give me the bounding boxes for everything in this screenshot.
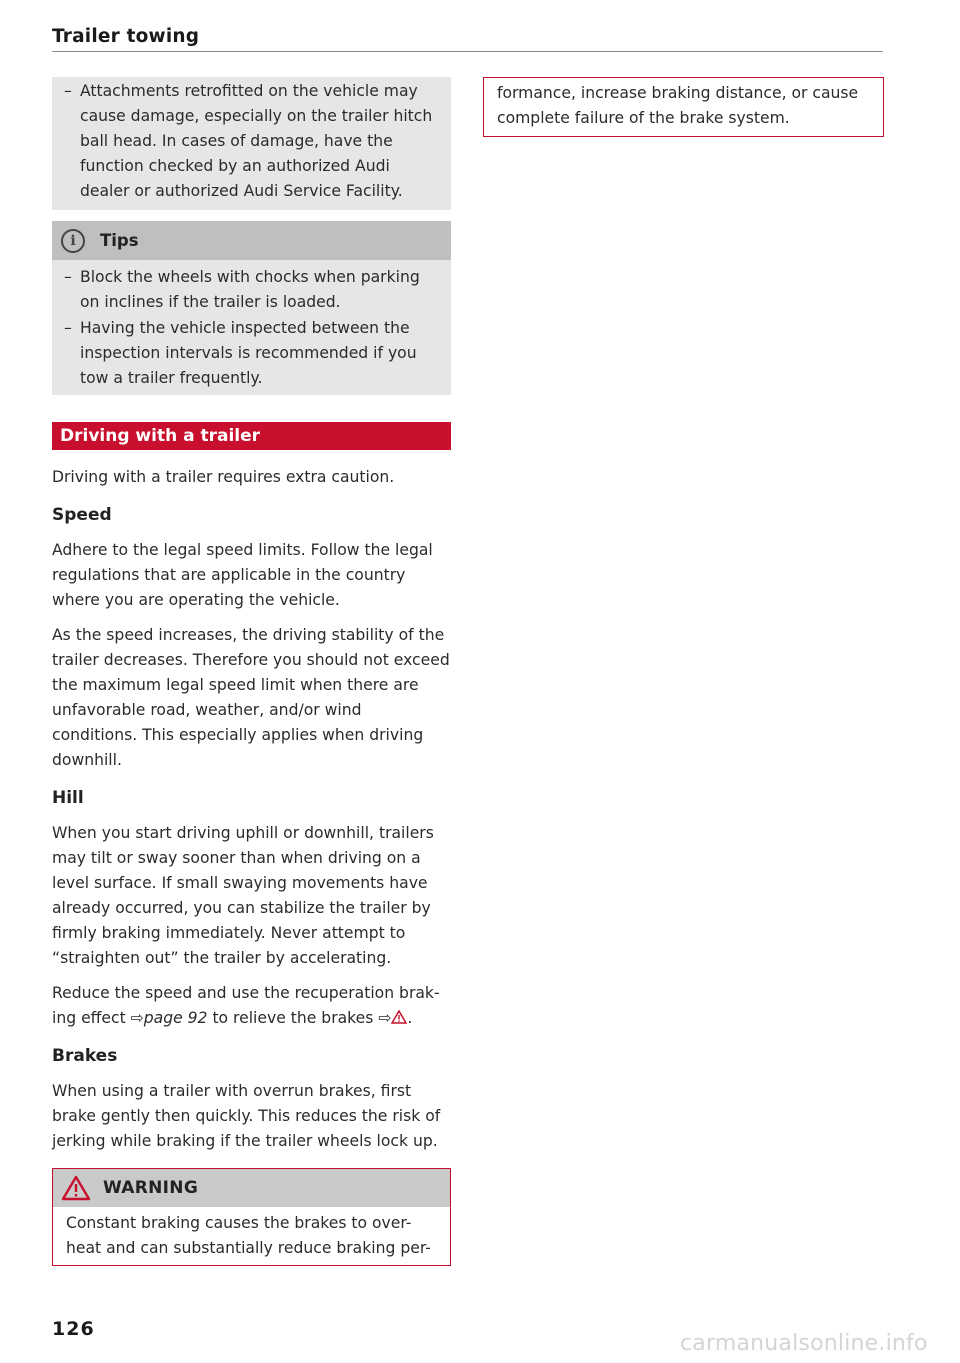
hill-p2-end: . <box>407 1009 413 1027</box>
warning-text-part-2: formance, increase braking distance, or cause complete failure of the brake system. <box>497 84 859 127</box>
attachments-item: – Attachments retrofitted on the vehicle may cause damage, especially on the trailer hitch ball head. In cases of damage, have the function checked by an authorized Audi dealer or authorized Audi Service Facility. <box>66 79 441 204</box>
warning-reference-icon[interactable] <box>391 1010 407 1024</box>
warning-header <box>53 1169 450 1207</box>
warning-triangle-icon <box>61 1175 91 1201</box>
brakes-paragraph: When using a trailer with overrun brakes, first brake gently then quickly. This reduces the risk of jerking while braking if the trailer wheels lock up. <box>52 1082 441 1150</box>
attachments-note-box <box>52 77 451 210</box>
info-icon: i <box>61 229 85 253</box>
right-column <box>483 77 884 137</box>
speed-heading: Speed <box>52 505 112 525</box>
speed-paragraph-2: As the speed increases, the driving stability of the trailer decreases. Therefore you should not exceed the maximum legal speed limit when there are unfavorable road, weather, and/or wind conditions. This especially applies when driving downhill. <box>52 626 450 769</box>
arrow-icon: ⇨ <box>378 1009 392 1027</box>
hill-paragraph-1: When you start driving uphill or downhill, trailers may tilt or sway sooner than when driving on a level surface. If small swaying movements have already occurred, you can stabilize the trailer by firmly braking immediately. Never attempt to “straighten out” the trailer by accelerating. <box>52 824 434 967</box>
watermark: carmanualsonline.info <box>680 1331 928 1356</box>
arrow-icon: ⇨ <box>130 1009 144 1027</box>
warning-text-part-1: Constant braking causes the brakes to over- heat and can substantially reduce braking per- <box>66 1214 431 1257</box>
section-heading-bar: Driving with a trailer <box>52 422 451 450</box>
page-reference-link[interactable]: page 92 <box>143 1009 208 1027</box>
hill-heading: Hill <box>52 788 84 808</box>
tips-label: Tips <box>100 231 139 250</box>
hill-p2-start: Reduce the speed and use the recuperation brak- ing effect <box>52 984 440 1027</box>
warning-box <box>52 1168 451 1266</box>
tips-box <box>52 221 451 395</box>
section-intro: Driving with a trailer requires extra caution. <box>52 468 395 486</box>
attachments-list <box>66 79 441 204</box>
tips-body <box>52 260 451 395</box>
tips-item: – Block the wheels with chocks when parking on inclines if the trailer is loaded. <box>66 265 441 315</box>
page-number: 126 <box>52 1318 95 1340</box>
brakes-heading: Brakes <box>52 1046 118 1066</box>
page-header-title: Trailer towing <box>52 26 200 47</box>
warning-label: WARNING <box>103 1178 199 1198</box>
speed-paragraph-1: Adhere to the legal speed limits. Follow the legal regulations that are applicable in the country where you are operating the vehicle. <box>52 541 433 609</box>
header-divider <box>52 51 883 52</box>
hill-p2-mid: to relieve the brakes <box>207 1009 379 1027</box>
left-column <box>52 77 451 1266</box>
tips-list <box>66 265 441 391</box>
warning-continuation-box <box>483 77 884 137</box>
tips-header <box>52 221 451 260</box>
hill-paragraph-2 <box>52 981 451 1031</box>
tips-item: – Having the vehicle inspected between the inspection intervals is recommended if you tow a trailer frequently. <box>66 316 441 391</box>
